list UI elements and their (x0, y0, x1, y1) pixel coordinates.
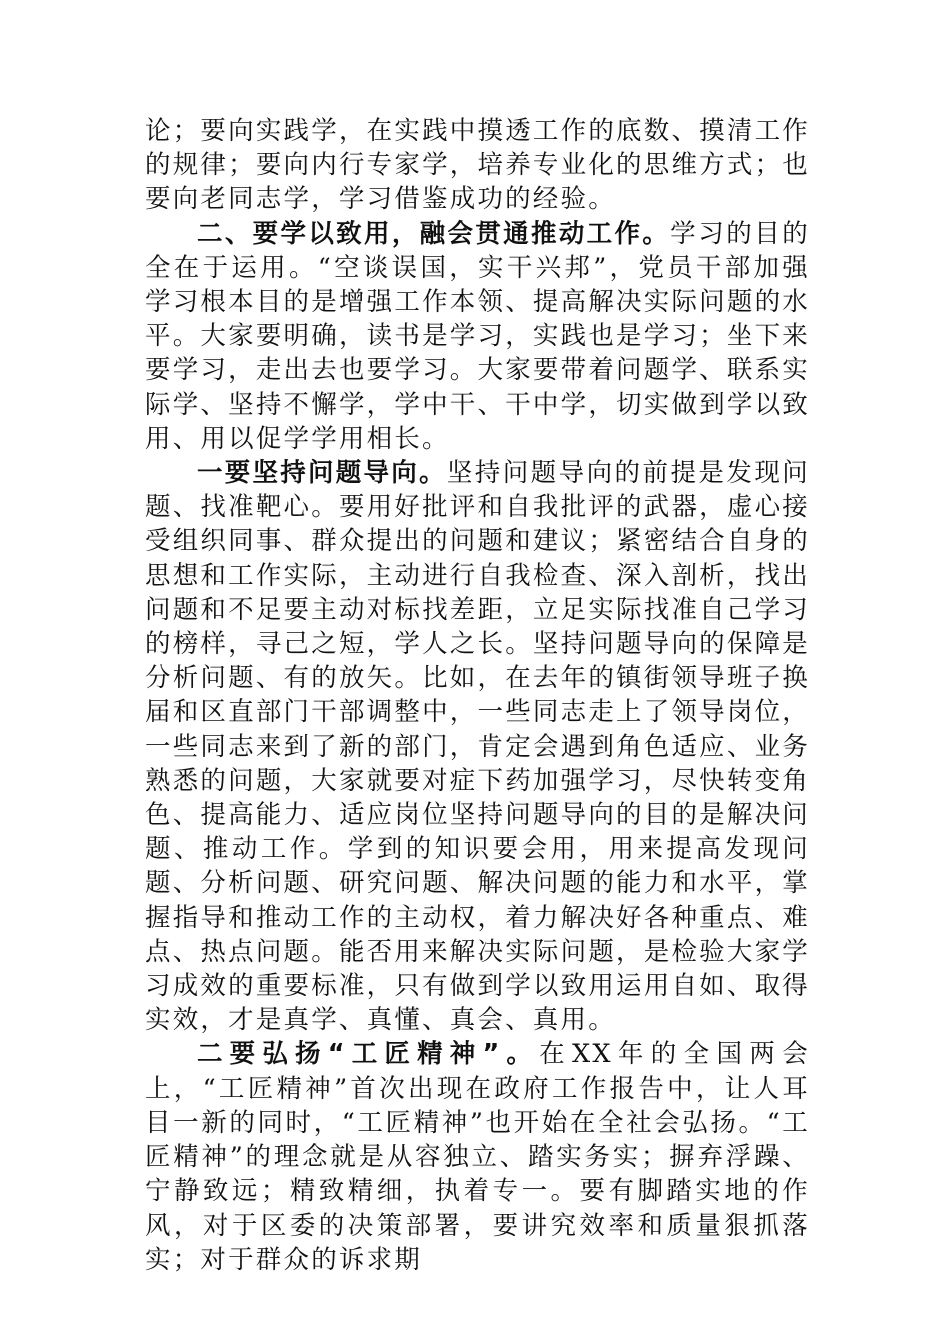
paragraph-3-text: 坚持问题导向的前提是发现问题、找准靶心。要用好批评和自我批评的武器，虚心接受组织同事、群众提出的问题和建议；紧密结合自身的思想和工作实际，主动进行自我检查、深入剖析，找出问题和不足要主动对标找差距，立足实际找准自己学习的榜样，寻己之短，学人之长。坚持问题导向的保障是分析问题、有的放矢。比如，在去年的镇街领导班子换届和区直部门干部调整中，一些同志走上了领导岗位，一些同志来到了新的部门，肯定会遇到角色适应、业务熟悉的问题，大家就要对症下药加强学习，尽快转变角色、提高能力、适应岗位坚持问题导向的目的是解决问题、推动工作。学到的知识要会用，用来提高发现问题、分析问题、研究问题、解决问题的能力和水平，掌握指导和推动工作的主动权，着力解决好各种重点、难点、热点问题。能否用来解决实际问题，是检验大家学习成效的重要标准，只有做到学以致用运用自如、取得实效，才是真学、真懂、真会、真用。 (145, 458, 810, 1036)
paragraph-2-text: 学习的目的全在于运用。“空谈误国，实干兴邦”，党员干部加强学习根本目的是增强工作本领、提高解决实际问题的水平。大家要明确，读书是学习，实践也是学习；坐下来要学习，走出去也要学习。大家要带着问题学、联系实际学、坚持不懈学，学中干、干中学，切实做到学以致用、用以促学学用相长。 (145, 218, 810, 454)
paragraph-4-text: 在XX年的全国两会上，“工匠精神”首次出现在政府工作报告中，让人耳目一新的同时，“工匠精神”也开始在全社会弘扬。“工匠精神”的理念就是从容独立、踏实务实；摒弃浮躁、宁静致远；精致精细，执着专一。要有脚踏实地的作风，对于区委的决策部署，要讲究效率和质量狠抓落实；对于群众的诉求期 (145, 1039, 810, 1275)
paragraph-2 (145, 217, 810, 456)
paragraph-1-text: 论；要向实践学，在实践中摸透工作的底数、摸清工作的规律；要向内行专家学，培养专业化的思维方式；也要向老同志学，学习借鉴成功的经验。 (145, 116, 810, 215)
paragraph-3-heading: 一要坚持问题导向。 (197, 458, 447, 489)
paragraph-4-heading: 二要弘扬“工匠精神”。 (197, 1039, 540, 1070)
paragraph-2-heading: 二、要学以致用，融会贯通推动工作。 (197, 218, 671, 249)
paragraph-1 (145, 114, 810, 217)
paragraph-3 (145, 456, 810, 1037)
paragraph-4 (145, 1037, 810, 1276)
document-page (145, 114, 810, 1277)
